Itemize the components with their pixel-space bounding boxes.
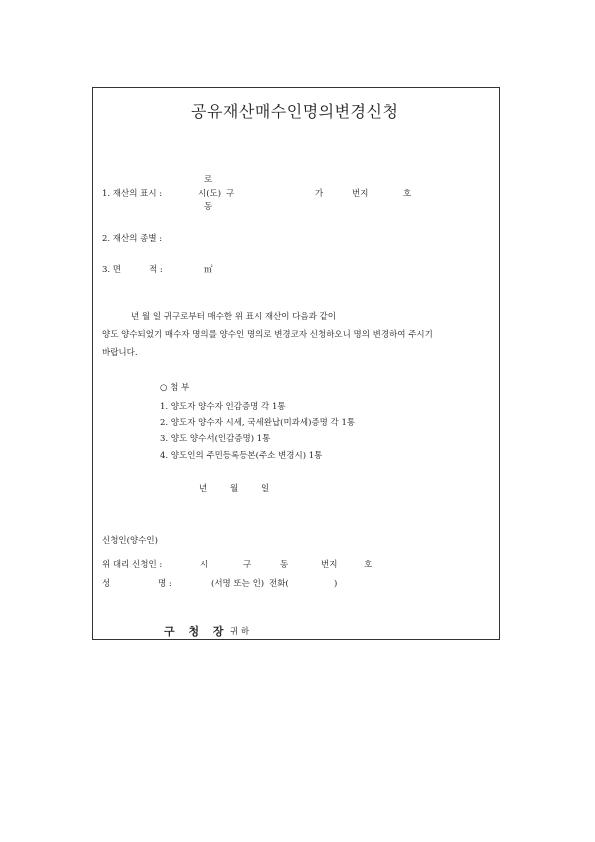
- name-label-suffix: 명 :: [158, 579, 172, 589]
- area-label-suffix: 적 :: [149, 265, 163, 275]
- district-label: 구: [226, 189, 235, 199]
- lot-number-label: 번지: [352, 189, 369, 199]
- date-month-label: 월: [230, 484, 239, 494]
- address-lot-label: 번지: [321, 560, 338, 570]
- request-line-2: 양도 양수되었기 매수자 명의를 양수인 명의로 변경코자 신청하오니 명의 변경하여 주시기: [102, 330, 433, 340]
- attachment-item: 3. 양도 양수서(인감증명) 1통: [160, 434, 271, 444]
- address-si-label: 시: [200, 560, 209, 570]
- phone-label: 전화(: [269, 579, 289, 589]
- dong-label: 동: [204, 202, 213, 212]
- agent-address-label: 위 대리 신청인 :: [102, 560, 163, 570]
- name-label: 성: [102, 579, 111, 589]
- phone-close: ): [334, 579, 338, 589]
- area-label: 3. 면: [102, 265, 122, 275]
- property-type-label: 2. 재산의 종별 :: [102, 234, 163, 244]
- date-year-label: 년: [199, 484, 208, 494]
- addressee-office: 구 청 장: [164, 625, 229, 638]
- applicant-label: 신청인(양수인): [102, 536, 158, 546]
- form-title: 공유재산매수인명의변경신청: [191, 102, 399, 121]
- addressee-honorific: 귀 하: [230, 627, 250, 637]
- unit-number-label: 호: [403, 189, 412, 199]
- attachment-item: 1. 양도자 양수자 인감증명 각 1통: [160, 402, 286, 412]
- attachment-item: 4. 양도인의 주민등록등본(주소 변경시) 1통: [160, 451, 323, 461]
- road-label-top: 로: [204, 175, 213, 185]
- request-line-3: 바랍니다.: [102, 348, 138, 358]
- attachment-item: 2. 양도자 양수자 시세, 국세완납(미과세)증명 각 1통: [160, 418, 356, 428]
- address-gu-label: 구: [243, 560, 252, 570]
- request-line-1: 년 월 일 귀구로부터 매수한 위 표시 재산이 다음과 같이: [131, 312, 336, 322]
- attachments-header: ○ 첨 부: [160, 383, 190, 393]
- date-day-label: 일: [261, 484, 270, 494]
- city-province-label: 시(도): [198, 189, 222, 199]
- address-dong-label: 동: [280, 560, 289, 570]
- ga-label: 가: [315, 189, 324, 199]
- square-meter-unit: ㎡: [204, 265, 213, 275]
- property-description-label: 1. 재산의 표시 :: [102, 189, 163, 199]
- address-ho-label: 호: [364, 560, 373, 570]
- application-form: [92, 87, 500, 640]
- signature-note: (서명 또는 인): [211, 579, 265, 589]
